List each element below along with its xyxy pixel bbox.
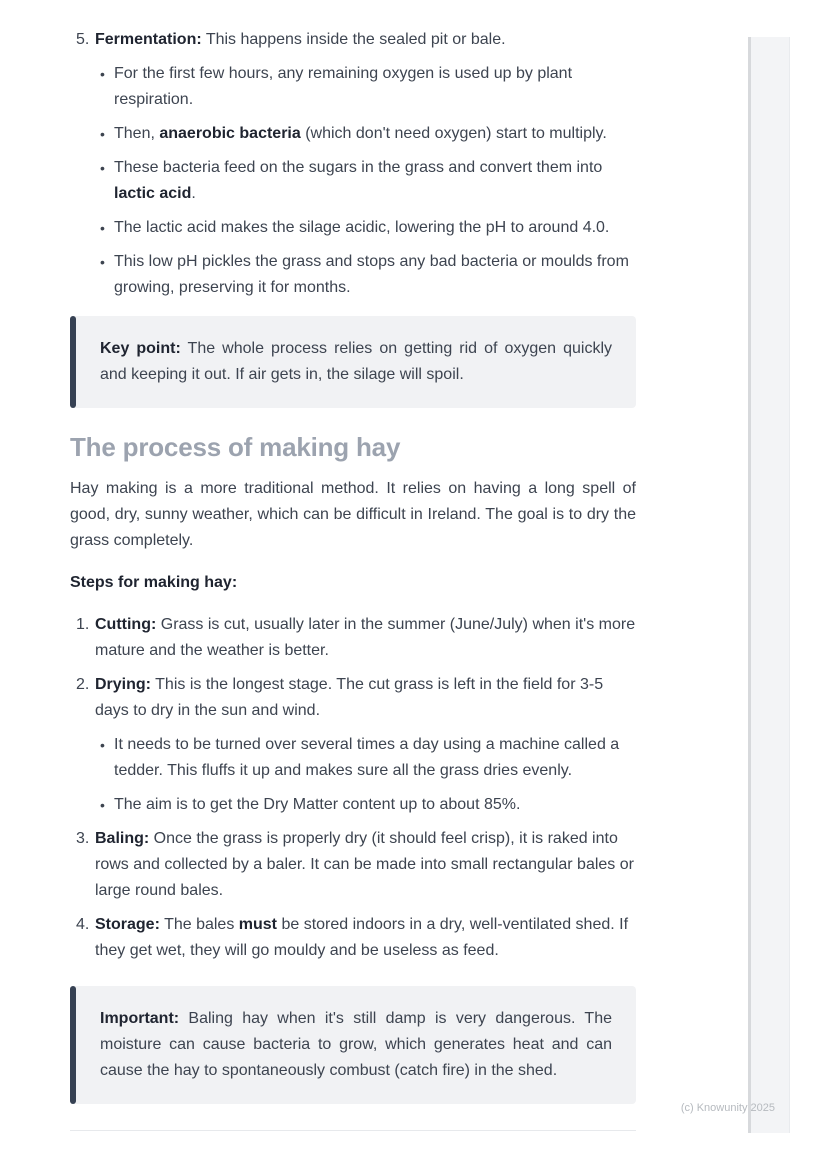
bullet-text: Then, anaerobic bacteria (which don't need oxygen) start to multiply. xyxy=(114,125,607,142)
next-page-edge[interactable] xyxy=(748,37,790,1133)
callout-text: Important: Baling hay when it's still damp is very dangerous. The moisture can cause bacteria to grow, which generates heat and can cause the hay to spontaneously combust (catch fire) in the shed. xyxy=(100,1010,612,1079)
steps-list xyxy=(70,612,636,964)
bullet-dot-icon: • xyxy=(100,160,105,176)
bullet-item xyxy=(70,121,636,147)
intro-paragraph: Hay making is a more traditional method. It relies on having a long spell of good, dry, sunny weather, which can be difficult in Ireland. The goal is to dry the grass completely. xyxy=(70,480,636,549)
bullet-text: It needs to be turned over several times a day using a machine called a tedder. This fluffs it up and makes sure all the grass dries evenly. xyxy=(114,736,620,779)
step-item-baling xyxy=(70,826,636,904)
step-text: Drying: This is the longest stage. The cut grass is left in the field for 3-5 days to dry in the sun and wind. xyxy=(95,676,604,719)
bullet-text: The lactic acid makes the silage acidic, lowering the pH to around 4.0. xyxy=(114,219,610,236)
list-item-fermentation xyxy=(70,27,636,53)
watermark: (c) Knowunity 2025 xyxy=(680,1102,775,1114)
step-item-drying xyxy=(70,672,636,818)
bullet-item xyxy=(70,215,636,241)
important-callout xyxy=(70,986,636,1104)
drying-bullet-list xyxy=(95,732,636,818)
step-item-cutting xyxy=(70,612,636,664)
bullet-text: The aim is to get the Dry Matter content up to about 85%. xyxy=(114,796,521,813)
list-item-text xyxy=(95,672,636,818)
step-item-storage xyxy=(70,912,636,964)
bullet-text: For the first few hours, any remaining oxygen is used up by plant respiration. xyxy=(114,65,573,108)
fermentation-bullet-list xyxy=(70,61,636,301)
list-item-number: 2. xyxy=(76,676,90,693)
list-item-number: 3. xyxy=(76,830,90,847)
bullet-item xyxy=(70,155,636,207)
bullet-item xyxy=(70,249,636,301)
bullet-dot-icon: • xyxy=(100,66,105,82)
bullet-text: This low pH pickles the grass and stops any bad bacteria or moulds from growing, preserving it for months. xyxy=(114,253,629,296)
document-page-content xyxy=(70,27,636,1131)
bullet-text: These bacteria feed on the sugars in the grass and convert them into lactic acid. xyxy=(114,159,603,202)
steps-label: Steps for making hay: xyxy=(70,574,238,591)
bullet-item xyxy=(70,61,636,113)
bullet-dot-icon: • xyxy=(100,254,105,270)
bullet-item xyxy=(95,792,636,818)
bullet-dot-icon: • xyxy=(100,737,105,753)
bullet-dot-icon: • xyxy=(100,126,105,142)
callout-accent-bar xyxy=(70,316,76,408)
list-item-number: 5. xyxy=(76,31,90,48)
section-heading: The process of making hay xyxy=(70,432,401,462)
bullet-item xyxy=(95,732,636,784)
list-item-text: Fermentation: This happens inside the sealed pit or bale. xyxy=(95,31,506,48)
bullet-dot-icon: • xyxy=(100,220,105,236)
callout-text: Key point: The whole process relies on getting rid of oxygen quickly and keeping it out. If air gets in, the silage will spoil. xyxy=(100,340,612,383)
callout-accent-bar xyxy=(70,986,76,1104)
content-divider xyxy=(70,1130,636,1131)
list-item-number: 4. xyxy=(76,916,90,933)
list-item-text: Baling: Once the grass is properly dry (it should feel crisp), it is raked into rows and collected by a baler. It can be made into small rectangular bales or large round bales. xyxy=(95,830,634,899)
key-point-callout xyxy=(70,316,636,408)
list-item-text: Cutting: Grass is cut, usually later in the summer (June/July) when it's more mature and the weather is better. xyxy=(95,616,636,659)
list-item-number: 1. xyxy=(76,616,90,633)
list-item-text: Storage: The bales must be stored indoors in a dry, well-ventilated shed. If they get wet, they will go mouldy and be useless as feed. xyxy=(95,916,629,959)
bullet-dot-icon: • xyxy=(100,797,105,813)
